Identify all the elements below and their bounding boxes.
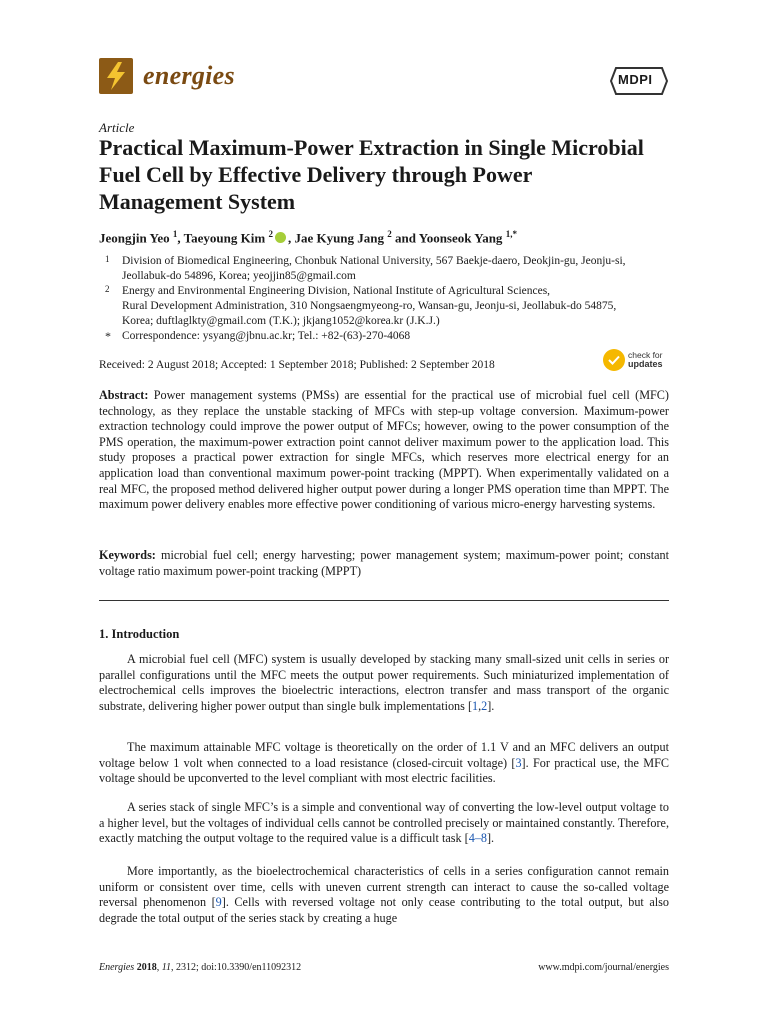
author-name[interactable]: Jae Kyung Jang (294, 230, 385, 246)
citation-footer: Energies 2018, 11, 2312; doi:10.3390/en11092312 (99, 962, 302, 973)
mdpi-logo-text: MDPI (618, 72, 653, 87)
author-affiliation-mark: 2 (387, 229, 392, 239)
check-updates-line1: check for (628, 350, 663, 360)
footer-journal: Energies (99, 962, 135, 973)
citation-link[interactable]: 3 (515, 755, 522, 770)
orcid-icon[interactable] (275, 232, 286, 243)
paragraph-text: A microbial fuel cell (MFC) system is usually developed by stacking many small-sized unit cells in series or parallel configurations until the MFC meets the output power requirements. Such miniaturized implementation of electrochemical cells improves the bioelectric interactions, electron transfer and mass transport of the organic substrate, delivering higher power output than single bulk implementations [ (99, 652, 669, 713)
paragraph-text: ]. (486, 831, 495, 846)
article-type: Article (99, 120, 135, 135)
footer-doi[interactable]: , 2312; doi:10.3390/en11092312 (170, 962, 302, 973)
author-separator: and (391, 230, 419, 246)
paragraph-text: More importantly, as the bioelectrochemical characteristics of cells in a series configuration cannot remain uniform or consistent over time, cells with uneven current strength can interact to cause the so-called voltage reversal phenomenon [ (99, 864, 669, 910)
author-name[interactable]: Taeyoung Kim (183, 230, 266, 246)
checkmark-icon (603, 349, 625, 371)
author-separator: , (287, 230, 295, 246)
body-paragraph (99, 800, 669, 847)
citation-link[interactable]: 4–8 (468, 831, 487, 846)
paragraph-text: The maximum attainable MFC voltage is theoretically on the order of 1.1 V and an MFC delivers an output voltage below 1 volt when connected to a load resistance (closed-circuit voltage) [ (99, 740, 669, 770)
body-paragraph (99, 652, 669, 714)
abstract (99, 388, 669, 513)
affiliation-mark: * (105, 329, 111, 343)
keywords (99, 548, 669, 579)
citation-link[interactable]: 1 (472, 698, 479, 713)
body-paragraph (99, 864, 669, 926)
section-heading: 1. Introduction (99, 627, 180, 641)
author-name[interactable]: Yoonseok Yang (418, 230, 503, 246)
paragraph-text: , (478, 698, 482, 713)
author-affiliation-mark: 1,* (505, 229, 517, 239)
abstract-text: Power management systems (PMSs) are essential for the practical use of microbial fuel cell (MFC) technology, as they replace the unstable stacking of MFCs with step-up voltage conversion. Maximum-power extraction technology could improve the power output of MFCs; however, owing to the power consumption of the PMS operation, the maximum-power extraction point cannot deliver maximum power to the application load. This study proposes a practical power extraction for single MFCs, which reserves more electrical energy for an application load than conventional maximum power-point tracking (MPPT). When experimentally validated on a real MFC, the proposed method delivered higher output power during a longer PMS operation time than MPPT. The maximum power delivery enables more effective power conditioning of various micro-energy harvesting systems. (99, 388, 669, 512)
mdpi-logo[interactable] (610, 66, 668, 96)
footer-year: 2018 (136, 962, 157, 973)
abstract-label: Abstract: (99, 388, 149, 402)
affiliation-line: Korea; duftlaglkty@gmail.com (T.K.); jkjang1052@korea.kr (J.K.J.) (122, 315, 440, 327)
section-divider (99, 600, 669, 601)
body-paragraph (99, 740, 669, 787)
check-for-updates-badge[interactable] (603, 347, 673, 373)
author-name[interactable]: Jeongjin Yeo (99, 230, 170, 246)
footer-volume: 11 (161, 962, 171, 973)
affiliation-line: Energy and Environmental Engineering Division, National Institute of Agricultural Sciences, (122, 285, 551, 297)
affiliation-line: Jeollabuk-do 54896, Korea; yeojjin85@gmail.com (122, 270, 356, 282)
check-updates-line2: updates (628, 359, 663, 369)
paragraph-text: ]. (487, 698, 495, 713)
paragraph-text: A series stack of single MFC’s is a simple and conventional way of converting the low-level output voltage to a higher level, but the voltages of individual cells cannot be controlled precisely or maintained constantly. Therefore, exactly matching the output voltage to the required value is a difficult task [ (99, 800, 669, 846)
affiliation-mark: 1 (105, 254, 110, 264)
paragraph-text: ]. For practical use, the MFC voltage should be upconverted to the level compliant with most electric facilities. (99, 755, 669, 786)
affiliation-line: Rural Development Administration, 310 Nongsaengmyeong-ro, Wansan-gu, Jeonju-si, Jeollabuk-do 54875, (122, 300, 617, 312)
keywords-label: Keywords: (99, 548, 156, 562)
author-affiliation-mark: 1 (172, 229, 178, 239)
paragraph-text: ]. Cells with reversed voltage not only cease contributing to the total output, but also degrade the total output of the series stack by creating a huge (99, 895, 669, 925)
journal-logo[interactable] (99, 58, 235, 94)
keywords-text: microbial fuel cell; energy harvesting; power management system; maximum-power point; constant voltage ratio maximum power-point tracking (MPPT) (99, 548, 669, 578)
publication-dates: Received: 2 August 2018; Accepted: 1 September 2018; Published: 2 September 2018 (99, 359, 495, 371)
author-affiliation-mark: 2 (268, 229, 273, 239)
author-list (99, 229, 517, 246)
citation-link[interactable]: 2 (481, 698, 488, 713)
author-separator: , (177, 230, 184, 246)
journal-url[interactable]: www.mdpi.com/journal/energies (538, 962, 669, 973)
correspondence-line: Correspondence: ysyang@jbnu.ac.kr; Tel.: +82-(63)-270-4068 (122, 330, 411, 342)
affiliation-mark: 2 (105, 284, 110, 294)
citation-link[interactable]: 9 (215, 895, 222, 910)
journal-name: energies (143, 61, 235, 90)
paper-title: Practical Maximum-Power Extraction in Single Microbial Fuel Cell by Effective Delivery through Power Management System (99, 135, 644, 214)
lightning-bolt-icon (99, 58, 133, 94)
affiliation-line: Division of Biomedical Engineering, Chonbuk National University, 567 Baekje-daero, Deokjin-gu, Jeonju-si, (122, 255, 626, 267)
